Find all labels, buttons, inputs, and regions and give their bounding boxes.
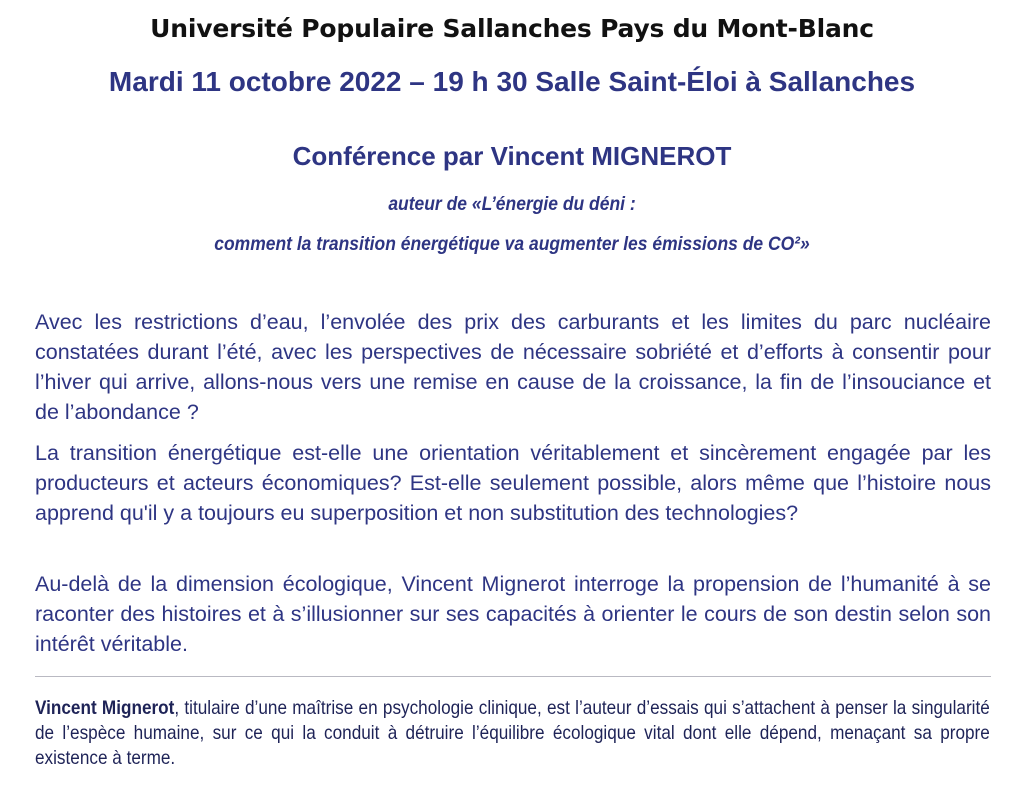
conference-subtitle-line1: auteur de «L’énergie du déni : (388, 194, 636, 215)
author-bio-text: , titulaire d’une maîtrise en psychologie clinique, est l’auteur d’essais qui s’attachent à penser la singularité de l’espèce humaine, sur ce qui la conduit à détruire l’équilibre écologique vital dont elle dépend, menaçant sa propre existence à terme. (35, 697, 990, 769)
body-paragraph-1: Avec les restrictions d’eau, l’envolée des prix des carburants et les limites du parc nucléaire constatées durant l’été, avec les perspectives de nécessaire sobriété et d’efforts à consentir pour l’hiver qui arrive, allons-nous vers une remise en cause de la croissance, la fin de l’insouciance et de l’abondance ? (35, 310, 991, 424)
section-divider (35, 676, 991, 677)
organization-title: Université Populaire Sallanches Pays du Mont-Blanc (150, 14, 874, 43)
author-bio (35, 696, 990, 771)
conference-subtitle-line2: comment la transition énergétique va augmenter les émissions de CO²» (214, 234, 810, 255)
body-paragraph-3: Au-delà de la dimension écologique, Vincent Mignerot interroge la propension de l’humanité à se raconter des histoires et à s’illusionner sur ses capacités à orienter le cours de son destin selon son intérêt véritable. (35, 572, 991, 656)
conference-title: Conférence par Vincent MIGNEROT (292, 141, 732, 171)
author-bio-name: Vincent Mignerot (35, 697, 175, 719)
body-paragraph-2: La transition énergétique est-elle une orientation véritablement et sincèrement engagée par les producteurs et acteurs économiques? Est-elle seulement possible, alors même que l’histoire nous apprend qu'il y a toujours eu superposition et non substitution des technologies? (35, 441, 991, 525)
event-date-venue: Mardi 11 octobre 2022 – 19 h 30 Salle Saint-Éloi à Sallanches (108, 66, 916, 97)
